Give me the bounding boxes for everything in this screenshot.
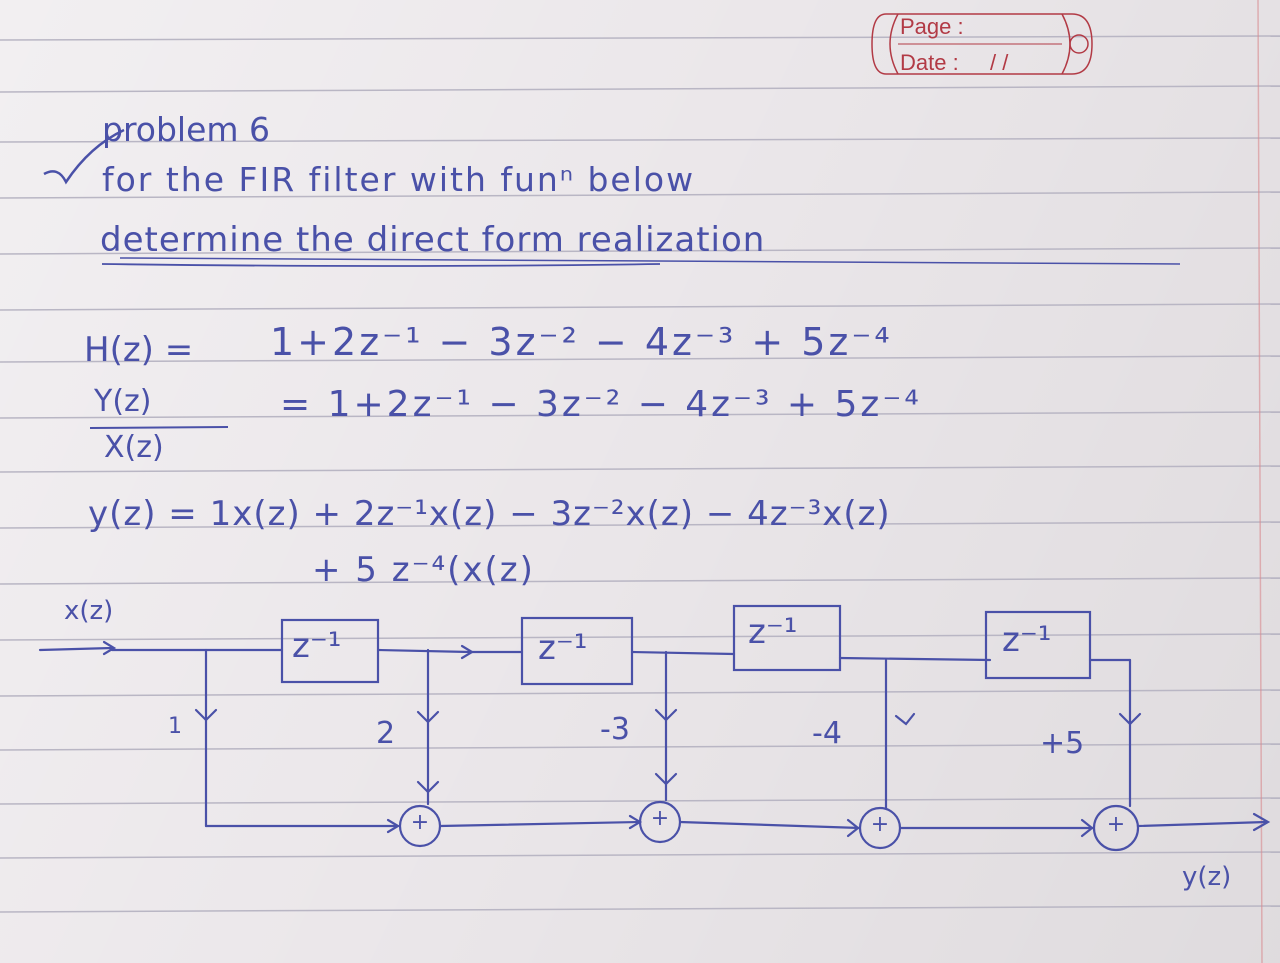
ratio-rhs: = 1+2z⁻¹ − 3z⁻² − 4z⁻³ + 5z⁻⁴ <box>280 384 922 425</box>
input-arrow <box>40 648 112 650</box>
gain-2: -3 <box>600 712 630 747</box>
input-label: x(z) <box>64 596 114 626</box>
gain-4: +5 <box>1040 726 1085 761</box>
ratio-numerator: Y(z) <box>94 384 152 419</box>
delay-block-4-label: z⁻¹ <box>1002 620 1052 660</box>
gain-3: -4 <box>812 716 842 751</box>
gain-1: 2 <box>376 716 396 751</box>
delay-line-segment-3 <box>840 658 990 660</box>
gain-0: 1 <box>168 714 182 739</box>
date-label: Date : <box>900 50 959 75</box>
problem-title: problem 6 <box>102 110 271 149</box>
adder-link-2 <box>680 822 860 828</box>
delay-line-segment-1 <box>378 650 470 652</box>
problem-statement-line-2: determine the direct form realization <box>100 220 766 260</box>
adder-3-symbol: + <box>870 812 890 837</box>
tap-3-arrowhead <box>896 714 914 724</box>
adder-4-symbol: + <box>1106 812 1126 837</box>
delay-block-3-label: z⁻¹ <box>748 612 798 652</box>
transfer-function-lhs: H(z) = <box>84 330 194 370</box>
output-equation-line-1: y(z) = 1x(z) + 2z⁻¹x(z) − 3z⁻²x(z) − 4z⁻³x(z) <box>88 494 891 534</box>
ratio-denominator: X(z) <box>104 430 164 465</box>
page-label: Page : <box>900 14 964 39</box>
problem-statement-line-1: for the FIR filter with funⁿ below <box>102 160 696 199</box>
adder-link-1 <box>440 822 640 826</box>
date-value: / / <box>990 50 1009 75</box>
delay-block-2-label: z⁻¹ <box>538 628 588 668</box>
transfer-function-rhs: 1+2z⁻¹ − 3z⁻² − 4z⁻³ + 5z⁻⁴ <box>270 320 893 364</box>
delay-line-segment-2 <box>632 652 734 654</box>
output-equation-line-2: + 5 z⁻⁴(x(z) <box>312 550 535 590</box>
adder-1-symbol: + <box>410 810 430 835</box>
delay-block-1-label: z⁻¹ <box>292 626 342 666</box>
output-label: y(z) <box>1182 862 1232 892</box>
output-arrow <box>1138 822 1266 826</box>
adder-2-symbol: + <box>650 806 670 831</box>
